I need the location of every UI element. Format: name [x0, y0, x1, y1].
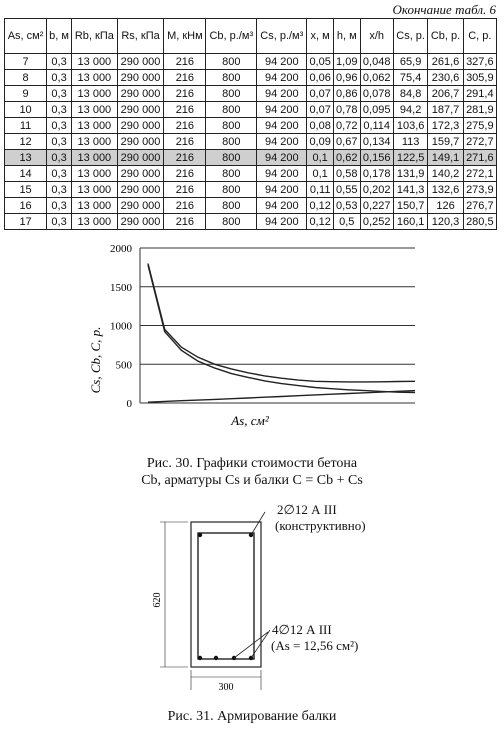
table-cell: 12 — [5, 134, 47, 150]
table-cell: 0,06 — [307, 70, 334, 86]
table-cell: 216 — [164, 198, 206, 214]
table-cell: 0,08 — [307, 118, 334, 134]
table-cell: 94 200 — [257, 134, 307, 150]
table-cell: 0,12 — [307, 198, 334, 214]
dim-width: 300 — [218, 682, 234, 693]
table-cell: 0,202 — [360, 182, 393, 198]
table-cell: 11 — [5, 118, 47, 134]
table-row — [5, 166, 497, 182]
table-header-5: Cb, р./м³ — [206, 19, 257, 54]
table-cell: 272,1 — [463, 166, 496, 182]
table-cell: 0,72 — [333, 118, 360, 134]
cost-chart — [0, 240, 504, 440]
table-cell: 216 — [164, 150, 206, 166]
table-cell: 216 — [164, 118, 206, 134]
bottom-bar-1 — [198, 656, 202, 660]
beam-section-drawing — [0, 500, 504, 700]
table-cell: 160,1 — [393, 214, 428, 230]
chart-ytick-label: 1500 — [110, 281, 132, 294]
table-header-row — [5, 19, 497, 54]
table-row — [5, 134, 497, 150]
fig31-caption: Рис. 31. Армирование балки — [167, 709, 337, 724]
table-cell: 276,7 — [463, 198, 496, 214]
table-cell: 0,3 — [47, 54, 72, 70]
table-row — [5, 118, 497, 134]
table-cell: 800 — [206, 70, 257, 86]
chart-ytick-labels — [110, 243, 133, 410]
table-cell: 94 200 — [257, 102, 307, 118]
table-cell: 94 200 — [257, 214, 307, 230]
table-cell: 150,7 — [393, 198, 428, 214]
table-row — [5, 214, 497, 230]
table-cell: 327,6 — [463, 54, 496, 70]
table-header-3: Rs, кПа — [117, 19, 164, 54]
table-cell: 800 — [206, 166, 257, 182]
table-cell: 17 — [5, 214, 47, 230]
table-cell: 216 — [164, 182, 206, 198]
table-cell: 13 000 — [71, 102, 117, 118]
table-cell: 120,3 — [428, 214, 463, 230]
dim-height: 620 — [152, 592, 163, 608]
table-cell: 281,9 — [463, 102, 496, 118]
table-row — [5, 102, 497, 118]
table-cell: 187,7 — [428, 102, 463, 118]
table-cell: 0,67 — [333, 134, 360, 150]
table-cell: 13 000 — [71, 214, 117, 230]
table-cell: 13 000 — [71, 70, 117, 86]
table-cell: 0,3 — [47, 182, 72, 198]
table-cell: 216 — [164, 166, 206, 182]
table-cell: 800 — [206, 102, 257, 118]
table-cell: 75,4 — [393, 70, 428, 86]
table-cell: 13 000 — [71, 182, 117, 198]
table-cell: 131,9 — [393, 166, 428, 182]
stirrup-outline — [198, 533, 254, 659]
table-cell: 0,3 — [47, 134, 72, 150]
table-header-1: b, м — [47, 19, 72, 54]
top-reinf-label: 2∅12 А III — [277, 502, 337, 517]
table-cell: 280,5 — [463, 214, 496, 230]
table-header-6: Cs, р./м³ — [257, 19, 307, 54]
table-cell: 0,3 — [47, 86, 72, 102]
fig30-caption-line1: Рис. 30. Графики стоимости бетона — [146, 456, 358, 471]
table-cell: 103,6 — [393, 118, 428, 134]
table-cell: 13 000 — [71, 118, 117, 134]
table-cell: 216 — [164, 86, 206, 102]
table-cell: 113 — [393, 134, 428, 150]
table-cell: 0,062 — [360, 70, 393, 86]
table-cell: 0,1 — [307, 166, 334, 182]
bottom-leader-2 — [234, 632, 268, 658]
table-cell: 159,7 — [428, 134, 463, 150]
table-cell: 290 000 — [117, 134, 164, 150]
table-cell: 0,11 — [307, 182, 334, 198]
chart-series — [148, 264, 415, 403]
table-cell: 141,3 — [393, 182, 428, 198]
table-continuation-label: Окончание табл. 6 — [392, 2, 496, 17]
table-cell: 94,2 — [393, 102, 428, 118]
table-cell: 0,3 — [47, 118, 72, 134]
table-cell: 0,3 — [47, 166, 72, 182]
table-cell: 273,9 — [463, 182, 496, 198]
table-cell: 291,4 — [463, 86, 496, 102]
table-cell: 800 — [206, 182, 257, 198]
table-header-12: C, р. — [463, 19, 496, 54]
table-cell: 13 000 — [71, 150, 117, 166]
table-cell: 800 — [206, 198, 257, 214]
table-cell: 94 200 — [257, 86, 307, 102]
data-table — [4, 18, 497, 230]
fig30-caption-line2: Cb, арматуры Cs и балки C = Cb + Cs — [141, 473, 363, 488]
table-cell: 0,156 — [360, 150, 393, 166]
table-cell: 0,86 — [333, 86, 360, 102]
table-row — [5, 86, 497, 102]
table-cell: 0,1 — [307, 150, 334, 166]
table-cell: 216 — [164, 102, 206, 118]
table-cell: 0,62 — [333, 150, 360, 166]
table-cell: 9 — [5, 86, 47, 102]
table-header-2: Rb, кПа — [71, 19, 117, 54]
table-cell: 10 — [5, 102, 47, 118]
table-cell: 0,53 — [333, 198, 360, 214]
chart-series-line-1 — [148, 265, 415, 392]
table-header-0: As, см² — [5, 19, 47, 54]
table-cell: 290 000 — [117, 182, 164, 198]
table-cell: 800 — [206, 54, 257, 70]
table-row — [5, 198, 497, 214]
table-cell: 800 — [206, 118, 257, 134]
table-header-10: Cs, р. — [393, 19, 428, 54]
table-cell: 290 000 — [117, 198, 164, 214]
table-row — [5, 182, 497, 198]
table-cell: 94 200 — [257, 198, 307, 214]
table-cell: 84,8 — [393, 86, 428, 102]
bottom-bar-2 — [214, 656, 218, 660]
table-cell: 272,7 — [463, 134, 496, 150]
top-reinf-note: (конструктивно) — [275, 518, 366, 533]
table-cell: 13 000 — [71, 166, 117, 182]
table-cell: 290 000 — [117, 102, 164, 118]
table-cell: 0,07 — [307, 102, 334, 118]
table-cell: 0,09 — [307, 134, 334, 150]
table-cell: 206,7 — [428, 86, 463, 102]
table-cell: 13 000 — [71, 54, 117, 70]
table-cell: 290 000 — [117, 166, 164, 182]
table-header-8: h, м — [333, 19, 360, 54]
table-cell: 94 200 — [257, 70, 307, 86]
table-cell: 65,9 — [393, 54, 428, 70]
table-cell: 305,9 — [463, 70, 496, 86]
table-cell: 14 — [5, 166, 47, 182]
table-cell: 0,178 — [360, 166, 393, 182]
chart-xlabel: As, см² — [231, 413, 269, 428]
table-cell: 13 000 — [71, 86, 117, 102]
table-cell: 0,55 — [333, 182, 360, 198]
table-cell: 290 000 — [117, 54, 164, 70]
table-cell: 149,1 — [428, 150, 463, 166]
chart-grid — [140, 248, 415, 403]
table-cell: 13 — [5, 150, 47, 166]
table-header-11: Cb, р. — [428, 19, 463, 54]
table-cell: 0,3 — [47, 150, 72, 166]
table-cell: 132,6 — [428, 182, 463, 198]
table-cell: 290 000 — [117, 70, 164, 86]
table-cell: 0,114 — [360, 118, 393, 134]
table-cell: 800 — [206, 134, 257, 150]
table-cell: 172,3 — [428, 118, 463, 134]
table-cell: 13 000 — [71, 198, 117, 214]
table-cell: 290 000 — [117, 214, 164, 230]
table-cell: 0,07 — [307, 86, 334, 102]
table-cell: 13 000 — [71, 134, 117, 150]
table-cell: 15 — [5, 182, 47, 198]
top-bar-left — [198, 533, 202, 537]
table-cell: 0,134 — [360, 134, 393, 150]
table-cell: 1,09 — [333, 54, 360, 70]
table-header-9: x/h — [360, 19, 393, 54]
table-cell: 275,9 — [463, 118, 496, 134]
table-cell: 8 — [5, 70, 47, 86]
table-cell: 0,048 — [360, 54, 393, 70]
bottom-reinf-area: (As = 12,56 см²) — [271, 638, 359, 653]
table-cell: 0,3 — [47, 70, 72, 86]
table-cell: 216 — [164, 54, 206, 70]
table-cell: 216 — [164, 134, 206, 150]
chart-ylabel: Cs, Cb, C, р. — [88, 326, 103, 394]
table-cell: 0,96 — [333, 70, 360, 86]
table-cell: 122,5 — [393, 150, 428, 166]
table-cell: 0,252 — [360, 214, 393, 230]
top-leader — [251, 512, 265, 535]
table-cell: 0,095 — [360, 102, 393, 118]
table-cell: 16 — [5, 198, 47, 214]
table-cell: 290 000 — [117, 118, 164, 134]
table-cell: 0,3 — [47, 102, 72, 118]
chart-ytick-label: 2000 — [110, 243, 132, 255]
table-cell: 261,6 — [428, 54, 463, 70]
table-cell: 0,3 — [47, 198, 72, 214]
table-cell: 0,3 — [47, 214, 72, 230]
table-cell: 230,6 — [428, 70, 463, 86]
table-row — [5, 54, 497, 70]
table-cell: 0,05 — [307, 54, 334, 70]
table-cell: 216 — [164, 70, 206, 86]
table-header-7: x, м — [307, 19, 334, 54]
table-cell: 0,5 — [333, 214, 360, 230]
table-cell: 7 — [5, 54, 47, 70]
table-cell: 0,078 — [360, 86, 393, 102]
table-cell: 94 200 — [257, 118, 307, 134]
table-cell: 140,2 — [428, 166, 463, 182]
table-body — [5, 54, 497, 230]
table-row — [5, 70, 497, 86]
table-cell: 94 200 — [257, 54, 307, 70]
table-cell: 0,12 — [307, 214, 334, 230]
table-cell: 271,6 — [463, 150, 496, 166]
chart-ytick-label: 0 — [126, 398, 132, 410]
chart-ytick-label: 1000 — [110, 320, 132, 333]
table-cell: 94 200 — [257, 182, 307, 198]
chart-ytick-label: 500 — [115, 359, 132, 372]
table-row — [5, 150, 497, 166]
table-cell: 94 200 — [257, 150, 307, 166]
bottom-reinf-label: 4∅12 А III — [272, 622, 332, 637]
table-cell: 94 200 — [257, 166, 307, 182]
table-cell: 290 000 — [117, 150, 164, 166]
table-cell: 800 — [206, 214, 257, 230]
table-cell: 800 — [206, 150, 257, 166]
table-cell: 290 000 — [117, 86, 164, 102]
table-cell: 0,58 — [333, 166, 360, 182]
table-cell: 126 — [428, 198, 463, 214]
table-cell: 0,78 — [333, 102, 360, 118]
table-cell: 0,227 — [360, 198, 393, 214]
table-cell: 216 — [164, 214, 206, 230]
chart-series-line-2 — [148, 391, 415, 403]
table-header-4: M, кНм — [164, 19, 206, 54]
table-cell: 800 — [206, 86, 257, 102]
